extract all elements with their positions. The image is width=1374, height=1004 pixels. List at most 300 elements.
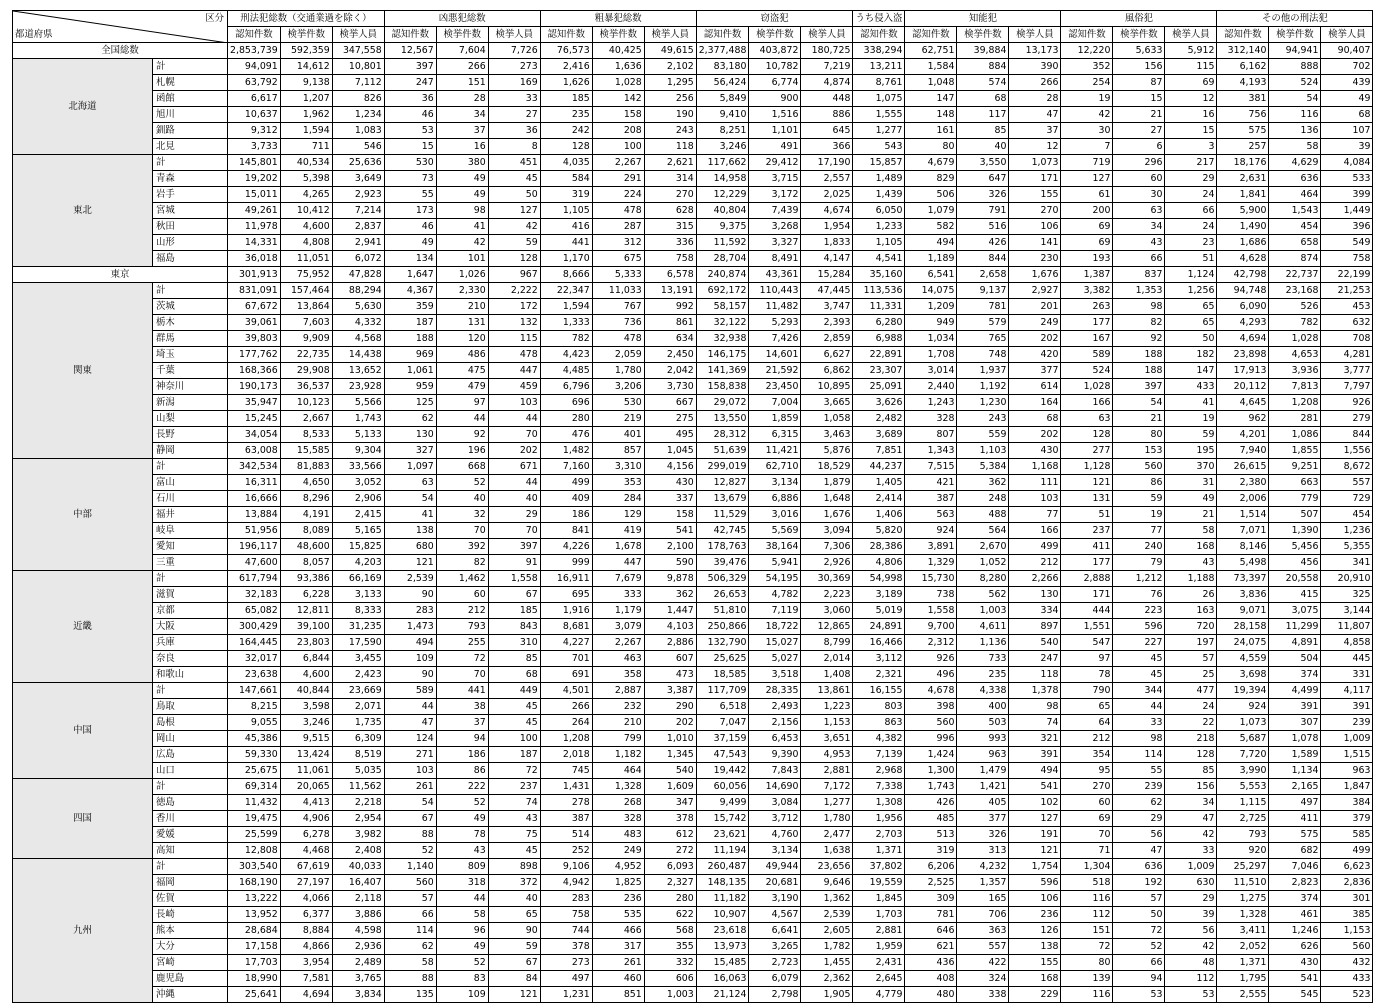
value-cell: 110,443 [749,283,801,299]
value-cell: 6,862 [801,363,853,379]
value-cell: 549 [1321,235,1373,251]
value-cell: 47,600 [228,555,281,571]
value-cell: 962 [1217,411,1269,427]
sub-header: 検挙人員 [332,27,384,43]
value-cell: 77 [1009,507,1061,523]
value-cell: 397 [1113,379,1165,395]
value-cell: 62 [384,939,436,955]
value-cell: 5,027 [749,651,801,667]
value-cell: 153 [1113,443,1165,459]
value-cell: 43 [488,811,540,827]
value-cell: 49 [436,187,488,203]
value-cell: 491 [749,139,801,155]
value-cell: 4,611 [957,619,1009,635]
value-cell: 1,009 [1321,731,1373,747]
value-cell: 80 [1113,427,1165,443]
value-cell: 271 [384,747,436,763]
sub-header: 認知件数 [228,27,281,43]
value-cell: 156 [1113,59,1165,75]
value-cell: 85 [1165,763,1217,779]
value-cell: 2,165 [1269,779,1321,795]
value-cell: 831,091 [228,283,281,299]
value-cell: 807 [905,427,957,443]
value-cell: 10,801 [332,59,384,75]
value-cell: 178,763 [696,539,749,555]
value-cell: 411 [1269,811,1321,827]
value-cell: 67,672 [228,299,281,315]
value-cell: 7,004 [749,395,801,411]
table-row [13,859,1373,875]
value-cell: 212 [1009,555,1061,571]
value-cell: 103 [384,763,436,779]
prefecture-name: 大分 [153,939,228,955]
value-cell: 219 [592,411,644,427]
value-cell: 151 [1061,923,1113,939]
value-cell: 1,905 [801,987,853,1003]
value-cell: 17,590 [332,635,384,651]
value-cell: 296 [1113,155,1165,171]
value-cell: 93,386 [280,571,332,587]
value-cell: 118 [644,139,696,155]
value-cell: 55 [1113,763,1165,779]
value-cell: 32,122 [696,315,749,331]
value-cell: 1,626 [540,75,592,91]
value-cell: 5,687 [1217,731,1269,747]
value-cell: 188 [1113,347,1165,363]
value-cell: 344 [1113,683,1165,699]
value-cell: 478 [592,203,644,219]
value-cell: 20,558 [1269,571,1321,587]
value-cell: 34 [1113,219,1165,235]
value-cell: 16,911 [540,571,592,587]
value-cell: 13,952 [228,907,281,923]
value-cell: 3,626 [853,395,905,411]
value-cell: 1,482 [540,443,592,459]
value-cell: 3,730 [644,379,696,395]
value-cell: 40 [488,491,540,507]
value-cell: 3,172 [749,187,801,203]
prefecture-name: 函館 [153,91,228,107]
value-cell: 3,411 [1217,923,1269,939]
value-cell: 92 [1113,331,1165,347]
value-cell: 59 [1165,427,1217,443]
value-cell: 62,751 [905,43,957,59]
value-cell: 2,923 [332,187,384,203]
value-cell: 9,646 [801,875,853,891]
value-cell: 14,601 [749,347,801,363]
value-cell: 1,431 [540,779,592,795]
value-cell: 459 [488,379,540,395]
value-cell: 127 [1009,811,1061,827]
value-cell: 54 [1113,395,1165,411]
value-cell: 9,312 [228,123,281,139]
value-cell: 107 [1321,123,1373,139]
value-cell: 42 [488,219,540,235]
value-cell: 12,808 [228,843,281,859]
value-cell: 1,097 [384,459,436,475]
value-cell: 237 [1061,523,1113,539]
crime-statistics-sheet [12,10,1373,1003]
value-cell: 6,844 [280,651,332,667]
value-cell: 449 [488,683,540,699]
prefecture-name: 神奈川 [153,379,228,395]
value-cell: 3,246 [696,139,749,155]
value-cell: 50 [1113,907,1165,923]
table-row [13,699,1373,715]
value-cell: 1,489 [853,171,905,187]
value-cell: 1,073 [1009,155,1061,171]
value-cell: 5,876 [801,443,853,459]
value-cell: 4,600 [280,667,332,683]
value-cell: 168 [1165,539,1217,555]
value-cell: 56 [1113,827,1165,843]
prefecture-name: 青森 [153,171,228,187]
value-cell: 270 [644,187,696,203]
prefecture-name: 計 [153,571,228,587]
value-cell: 266 [1009,75,1061,91]
value-cell: 2,071 [332,699,384,715]
value-cell: 9,055 [228,715,281,731]
value-cell: 72 [1061,939,1113,955]
value-cell: 7,720 [1217,747,1269,763]
value-cell: 172 [488,299,540,315]
value-cell: 62 [384,411,436,427]
value-cell: 13,222 [228,891,281,907]
value-cell: 11,807 [1321,619,1373,635]
value-cell: 843 [488,619,540,635]
value-cell: 78 [436,827,488,843]
value-cell: 354 [1061,747,1113,763]
value-cell: 483 [592,827,644,843]
value-cell: 15,730 [905,571,957,587]
value-cell: 390 [1009,59,1061,75]
value-cell: 13,861 [801,683,853,699]
value-cell: 14,438 [332,347,384,363]
value-cell: 100 [488,731,540,747]
value-cell: 6,627 [801,347,853,363]
value-cell: 27,197 [280,875,332,891]
value-cell: 596 [1113,619,1165,635]
value-cell: 663 [1269,475,1321,491]
value-cell: 145,801 [228,155,281,171]
value-cell: 702 [1321,59,1373,75]
value-cell: 430 [644,475,696,491]
sub-header: 検挙人員 [1321,27,1373,43]
value-cell: 4,281 [1321,347,1373,363]
value-cell: 49 [1165,491,1217,507]
prefecture-name: 岩手 [153,187,228,203]
value-cell: 25,599 [228,827,281,843]
value-cell: 45 [488,171,540,187]
value-cell: 5,165 [332,523,384,539]
value-cell: 229 [1009,987,1061,1003]
value-cell: 30 [1061,123,1113,139]
value-cell: 1,073 [1217,715,1269,731]
value-cell: 3,084 [749,795,801,811]
value-cell: 90 [384,587,436,603]
value-cell: 180,725 [801,43,853,59]
value-cell: 2,853,739 [228,43,281,59]
value-cell: 6,518 [696,699,749,715]
sub-header: 検挙件数 [1269,27,1321,43]
value-cell: 43,361 [749,267,801,283]
value-cell: 52 [436,955,488,971]
value-cell: 186 [540,507,592,523]
value-cell: 44 [436,891,488,907]
value-cell: 6,228 [280,587,332,603]
value-cell: 25,297 [1217,859,1269,875]
value-cell: 495 [644,427,696,443]
value-cell: 1,079 [905,203,957,219]
value-cell: 347 [644,795,696,811]
value-cell: 992 [644,299,696,315]
value-cell: 212 [436,603,488,619]
value-cell: 5,384 [957,459,1009,475]
value-cell: 20,065 [280,779,332,795]
value-cell: 4,629 [1269,155,1321,171]
value-cell: 36,018 [228,251,281,267]
value-cell: 325 [1321,587,1373,603]
value-cell: 5,820 [853,523,905,539]
value-cell: 4,501 [540,683,592,699]
value-cell: 118 [1009,667,1061,683]
value-cell: 40,844 [280,683,332,699]
value-cell: 25,091 [853,379,905,395]
value-cell: 5,569 [749,523,801,539]
value-cell: 1,075 [853,91,905,107]
value-cell: 115 [1165,59,1217,75]
category-header: 知能犯 [905,11,1061,27]
value-cell: 720 [1165,619,1217,635]
table-row [13,923,1373,939]
value-cell: 514 [540,827,592,843]
value-cell: 177 [1061,315,1113,331]
value-cell: 1,937 [957,363,1009,379]
prefecture-name: 札幌 [153,75,228,91]
region-name: 関東 [13,283,153,459]
value-cell: 540 [644,763,696,779]
value-cell: 88 [384,827,436,843]
value-cell: 5,849 [696,91,749,107]
value-cell: 57 [1165,651,1217,667]
sub-header: 検挙人員 [1165,27,1217,43]
value-cell: 6,641 [749,923,801,939]
value-cell: 134 [384,251,436,267]
value-cell: 132,790 [696,635,749,651]
value-cell: 12,229 [696,187,749,203]
value-cell: 23,307 [853,363,905,379]
value-cell: 182 [1165,347,1217,363]
value-cell: 11,421 [749,443,801,459]
value-cell: 275 [644,411,696,427]
value-cell: 263 [1061,299,1113,315]
region-name: 近畿 [13,571,153,683]
value-cell: 1,295 [644,75,696,91]
value-cell: 80 [905,139,957,155]
value-cell: 744 [540,923,592,939]
value-cell: 28,312 [696,427,749,443]
value-cell: 8,057 [280,555,332,571]
value-cell: 13,191 [644,283,696,299]
value-cell: 7,047 [696,715,749,731]
value-cell: 98 [1009,699,1061,715]
value-cell: 58 [436,907,488,923]
value-cell: 1,083 [332,123,384,139]
value-cell: 3,190 [749,891,801,907]
value-cell: 60 [1061,795,1113,811]
value-cell: 34 [1165,795,1217,811]
value-cell: 148,135 [696,875,749,891]
value-cell: 266 [540,699,592,715]
value-cell: 3,268 [749,219,801,235]
value-cell: 3,936 [1269,363,1321,379]
value-cell: 65 [1061,699,1113,715]
value-cell: 7,214 [332,203,384,219]
value-cell: 4,568 [332,331,384,347]
value-cell: 2,330 [436,283,488,299]
value-cell: 250,866 [696,619,749,635]
value-cell: 6,162 [1217,59,1269,75]
value-cell: 378 [644,811,696,827]
value-cell: 496 [905,667,957,683]
value-cell: 33 [1165,843,1217,859]
value-cell: 71 [1061,843,1113,859]
value-cell: 4,645 [1217,395,1269,411]
value-cell: 8,519 [332,747,384,763]
value-cell: 15,245 [228,411,281,427]
value-cell: 4,858 [1321,635,1373,651]
value-cell: 1,124 [1165,267,1217,283]
value-cell: 1,048 [905,75,957,91]
value-cell: 312 [592,235,644,251]
value-cell: 121 [384,555,436,571]
value-cell: 2,539 [384,571,436,587]
value-cell: 51 [1061,507,1113,523]
table-row [13,795,1373,811]
value-cell: 391 [1321,699,1373,715]
value-cell: 54 [1269,91,1321,107]
value-cell: 75 [488,827,540,843]
value-cell: 46 [384,107,436,123]
value-cell: 103 [1009,491,1061,507]
value-cell: 187 [384,315,436,331]
value-cell: 2,266 [1009,571,1061,587]
value-cell: 621 [905,939,957,955]
value-cell: 18,722 [749,619,801,635]
value-cell: 24,891 [853,619,905,635]
table-row [13,827,1373,843]
table-row [13,491,1373,507]
value-cell: 16 [1165,107,1217,123]
value-cell: 15 [384,139,436,155]
value-cell: 582 [905,219,957,235]
value-cell: 266 [436,59,488,75]
value-cell: 433 [1165,379,1217,395]
value-cell: 1,304 [1061,859,1113,875]
value-cell: 256 [644,91,696,107]
value-cell: 7,843 [749,763,801,779]
value-cell: 1,101 [749,123,801,139]
value-cell: 17,158 [228,939,281,955]
value-cell: 287 [592,219,644,235]
value-cell: 47 [1009,107,1061,123]
value-cell: 506,329 [696,571,749,587]
value-cell: 29 [1165,171,1217,187]
value-cell: 1,424 [905,747,957,763]
value-cell: 54,998 [853,571,905,587]
value-cell: 391 [1009,747,1061,763]
value-cell: 128 [540,139,592,155]
value-cell: 636 [1269,171,1321,187]
value-cell: 4,779 [853,987,905,1003]
value-cell: 782 [540,331,592,347]
value-cell: 88,294 [332,283,384,299]
value-cell: 1,362 [801,891,853,907]
value-cell: 826 [332,91,384,107]
value-cell: 106 [1009,891,1061,907]
value-cell: 1,408 [801,667,853,683]
value-cell: 7,172 [801,779,853,795]
value-cell: 398 [905,699,957,715]
region-name: 中部 [13,459,153,571]
table-row [13,363,1373,379]
value-cell: 3,075 [1269,603,1321,619]
value-cell: 312,140 [1217,43,1269,59]
value-cell: 52 [384,843,436,859]
value-cell: 82 [436,555,488,571]
value-cell: 283 [384,603,436,619]
value-cell: 1,275 [1217,891,1269,907]
value-cell: 11,978 [228,219,281,235]
value-cell: 12,567 [384,43,436,59]
value-cell: 97 [1061,651,1113,667]
value-cell: 16 [436,139,488,155]
value-cell: 94,091 [228,59,281,75]
value-cell: 486 [436,347,488,363]
value-cell: 4,952 [592,859,644,875]
value-cell: 125 [384,395,436,411]
value-cell: 8,761 [853,75,905,91]
value-cell: 547 [1061,635,1113,651]
value-cell: 2,658 [957,267,1009,283]
value-cell: 307 [1269,715,1321,731]
value-cell: 421 [905,475,957,491]
value-cell: 33 [1113,715,1165,731]
value-cell: 35,160 [853,267,905,283]
value-cell: 479 [436,379,488,395]
value-cell: 212 [1061,731,1113,747]
value-cell: 541 [644,523,696,539]
value-cell: 2,888 [1061,571,1113,587]
value-cell: 533 [1321,171,1373,187]
value-cell: 121 [488,987,540,1003]
value-cell: 7,139 [853,747,905,763]
value-cell: 447 [592,555,644,571]
value-cell: 1,003 [644,987,696,1003]
value-cell: 7,426 [749,331,801,347]
value-cell: 2,408 [332,843,384,859]
value-cell: 18,990 [228,971,281,987]
table-row [13,635,1373,651]
value-cell: 463 [592,651,644,667]
value-cell: 40,425 [592,43,644,59]
sub-header: 検挙件数 [280,27,332,43]
value-cell: 36 [488,123,540,139]
value-cell: 121 [1009,843,1061,859]
value-cell: 26,615 [1217,459,1269,475]
value-cell: 2,941 [332,235,384,251]
value-cell: 2,968 [853,763,905,779]
